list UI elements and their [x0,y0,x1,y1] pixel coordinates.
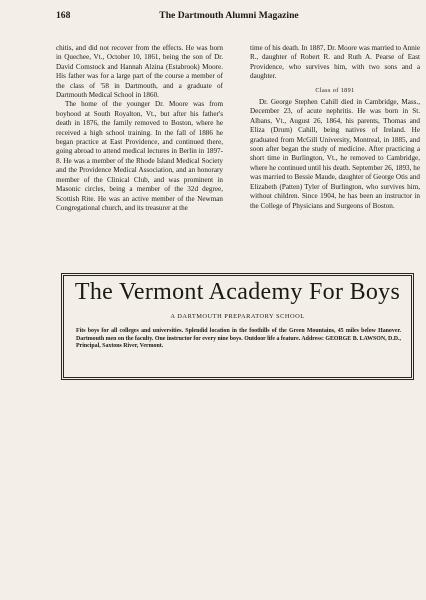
page-number: 168 [56,10,71,21]
obituary-moore-paragraph-2: The home of the younger Dr. Moore was from boyhood at South Royalton, Vt., but after his father's death in 1876, the family removed to Boston, where he received a high school training. In the fall of 1886 he began practice at East Providence, and continued there, going abroad to attend medical lectures in Berlin in 1897-8. He was a member of the Rhode Island Medical Society and the Providence Medical Association, and an honorary member of the Clinical Club, and was prominent in Masonic circles, being a member of the 32d degree, Scottish Rite. He was an active member of the Newman Congregational church, and its treasurer at the [56,100,223,212]
obituary-cahill-paragraph: Dr. George Stephen Cahill died in Cambridge, Mass., December 23, of acute nephritis. He was born in St. Albans, Vt., August 26, 1864, his parents, Thomas and Eliza (Drum) Cahill, being natives of Ireland. He graduated from McGill University, Montreal, in 1885, and soon after began the study of medicine. After practicing a short time in Burlington, Vt., he removed to Cambridge, where he continued until his death. September 26, 1893, he was married to Bessie Maude, daughter of George Otis and Elizabeth (Patten) Tyler of Burlington, who survives him, without children. Since 1904, he has been an instructor in the College of Physicians and Surgeons of Boston. [250,98,420,210]
running-title: The Dartmouth Alumni Magazine [159,10,299,21]
ad-body: Fits boys for all colleges and universities. Splendid location in the foothills of the Green Mountains, 45 miles below Hanover. Dartmouth men on the faculty. One instructor for every nine boys. Outdoor life a feature. Address: GEORGE B. LAWSON, D.D., Principal, Saxtons River, Vermont. [76,328,401,350]
page-header [56,10,402,24]
ad-subtitle: A DARTMOUTH PREPARATORY SCHOOL [170,313,305,320]
obituary-moore-paragraph-1: chitis, and did not recover from the effects. He was born in Quechee, Vt., October 10, 1861, being the son of Dr. David Comstock and Hannah Alzina (Estabrook) Moore. His father was for a large part of the course a member of the class of '58 in Dartmouth, and a graduate of Dartmouth Medical School in 1860. [56,44,223,100]
obituary-moore-paragraph-3: time of his death. In 1887, Dr. Moore was married to Annie R., daughter of Robert R. and Ruth A. Pearse of East Providence, who survives him, with two sons and a daughter. [250,44,420,81]
left-column [56,44,223,213]
advertisement-box [63,275,412,378]
right-column [250,44,420,211]
ad-title: The Vermont Academy For Boys [74,279,401,305]
class-heading: Class of 1891 [315,86,355,94]
